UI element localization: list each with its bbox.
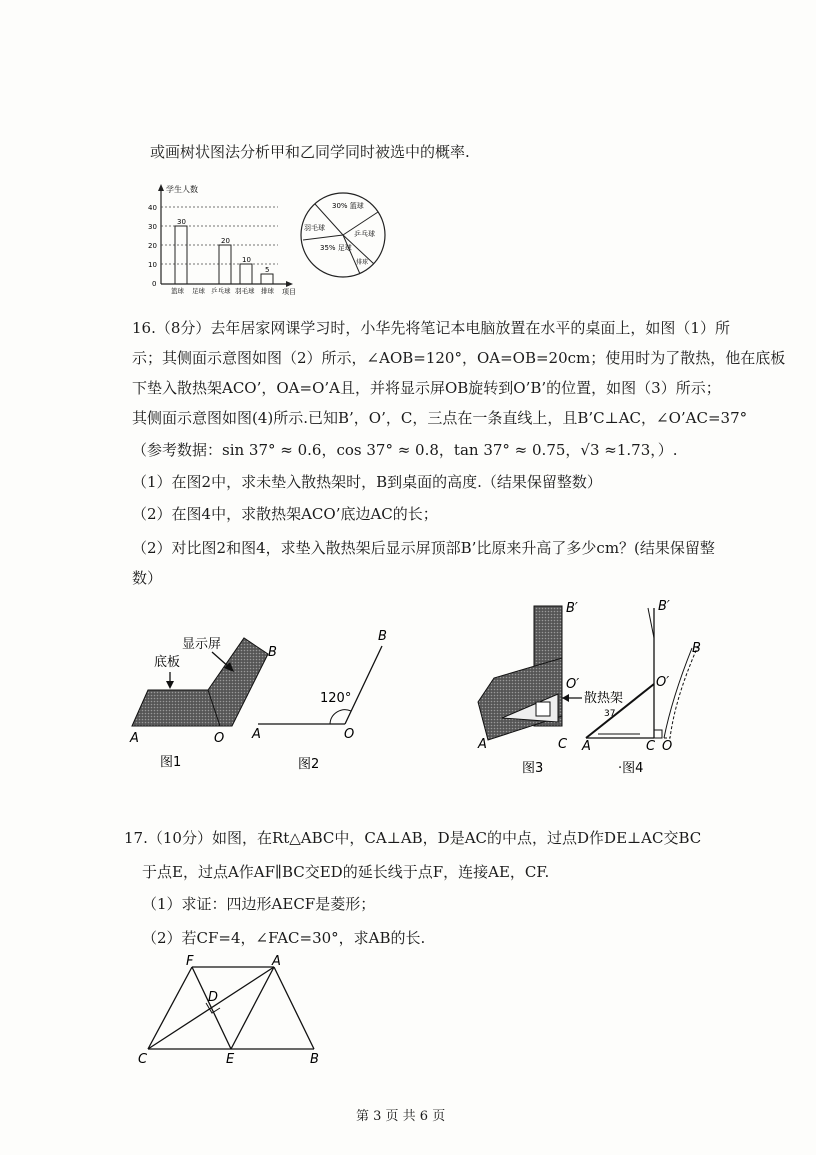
pie-chart bbox=[298, 190, 388, 280]
label-B: B bbox=[378, 629, 387, 644]
label-Bp: B′ bbox=[566, 601, 578, 616]
q17-line-1: 17.（10分）如图，在Rt△ABC中，CA⊥AB，D是AC的中点，过点D作DE⊥AC交BC bbox=[124, 829, 702, 847]
bar-value: 5 bbox=[265, 266, 270, 274]
y-tick: 30 bbox=[148, 223, 157, 231]
figure-caption: ·图4 bbox=[618, 761, 644, 776]
pie-label bbox=[320, 243, 352, 252]
figure-caption: 图2 bbox=[298, 757, 320, 772]
pie-label bbox=[332, 201, 364, 210]
q16-line-2: 示；其侧面示意图如图（2）所示，∠AOB=120°，OA=OB=20cm；使用时为了散热，他在底板 bbox=[132, 349, 786, 367]
figure-2 bbox=[250, 626, 400, 771]
q16-part-3-cont: 数） bbox=[132, 569, 163, 587]
label-Op: O′ bbox=[656, 675, 670, 690]
bar bbox=[261, 274, 273, 284]
label-A: A bbox=[478, 737, 487, 752]
pie-label-basketball: 30% 篮球 bbox=[332, 202, 364, 210]
x-tick: 足球 bbox=[192, 287, 205, 295]
label-O: O bbox=[662, 739, 673, 754]
page-footer: 第 3 页 共 6 页 bbox=[356, 1109, 446, 1124]
y-tick: 40 bbox=[148, 204, 157, 212]
label-E: E bbox=[226, 1052, 235, 1067]
figure-q17 bbox=[136, 955, 336, 1065]
q15-tail-text: 或画树状图法分析甲和乙同学同时被选中的概率. bbox=[150, 143, 470, 161]
bar bbox=[240, 264, 252, 284]
y-tick: 20 bbox=[148, 242, 157, 250]
label-B: B bbox=[692, 641, 701, 656]
angle-label: 120° bbox=[320, 691, 352, 706]
label-C: C bbox=[138, 1052, 148, 1067]
label-Bp: B′ bbox=[658, 599, 670, 614]
bar bbox=[175, 226, 187, 284]
pie-label-football: 35% 足球 bbox=[320, 244, 352, 252]
label-F: F bbox=[186, 954, 194, 969]
q17-part-1: （1）求证：四边形AECF是菱形； bbox=[142, 895, 376, 913]
label-A: A bbox=[582, 739, 591, 754]
x-tick: 乒乓球 bbox=[211, 287, 231, 295]
q17-line-2: 于点E，过点A作AF∥BC交ED的延长线于点F，连接AE，CF. bbox=[142, 863, 550, 881]
x-tick: 篮球 bbox=[171, 287, 184, 295]
y-tick: 0 bbox=[152, 280, 157, 288]
pie-label: 乒乓球 bbox=[354, 230, 375, 238]
bar-value: 20 bbox=[221, 237, 230, 245]
label-A: A bbox=[252, 727, 261, 742]
q16-line-4: 其侧面示意图如图(4)所示.已知B’，O’，C，三点在一条直线上，且B’C⊥AC，∠O’AC=37° bbox=[132, 409, 748, 427]
q16-line-3: 下垫入散热架ACO’，OA=O’A且，并将显示屏OB旋转到O’B’的位置，如图（3）所示； bbox=[132, 379, 721, 397]
y-tick: 10 bbox=[148, 261, 157, 269]
bar-value: 10 bbox=[242, 256, 251, 264]
label-C: C bbox=[558, 737, 568, 752]
label-D: D bbox=[208, 990, 219, 1005]
pie-label: 排球 bbox=[356, 259, 369, 266]
q16-part-1: （1）在图2中，求未垫入散热架时，B到桌面的高度.（结果保留整数） bbox=[132, 473, 602, 491]
label-B: B bbox=[268, 645, 277, 660]
bar-chart bbox=[148, 182, 298, 297]
pie-label: 羽毛球 bbox=[304, 224, 325, 232]
x-axis-label: 项目 bbox=[282, 288, 296, 296]
q17-part-2: （2）若CF=4，∠FAC=30°，求AB的长. bbox=[142, 929, 426, 947]
figure-caption: 图1 bbox=[160, 755, 182, 770]
screen-label: 显示屏 bbox=[182, 637, 222, 652]
label-A: A bbox=[130, 731, 139, 746]
bar-value: 30 bbox=[177, 218, 186, 226]
label-O: O bbox=[214, 731, 225, 746]
bar bbox=[219, 245, 231, 284]
label-Op: O′ bbox=[566, 677, 580, 692]
q16-part-3: （2）对比图2和图4，求垫入散热架后显示屏顶部B’比原来升高了多少cm？(结果保留整 bbox=[132, 539, 715, 557]
label-A: A bbox=[272, 954, 281, 969]
figure-caption: 图3 bbox=[522, 761, 544, 776]
x-tick: 排球 bbox=[261, 287, 274, 295]
label-C: C bbox=[646, 739, 656, 754]
q16-line-1: 16.（8分）去年居家网课学习时，小华先将笔记本电脑放置在水平的桌面上，如图（1）所 bbox=[132, 319, 730, 337]
q16-reference-data: （参考数据：sin 37° ≈ 0.6，cos 37° ≈ 0.8，tan 37° ≈ 0.75，√3 ≈1.73，）. bbox=[132, 441, 678, 459]
base-label: 底板 bbox=[154, 655, 181, 670]
q16-part-2: （2）在图4中，求散热架ACO’底边AC的长； bbox=[132, 505, 438, 523]
label-O: O bbox=[344, 727, 355, 742]
figure-4 bbox=[578, 598, 708, 778]
label-B: B bbox=[310, 1052, 319, 1067]
y-axis-label: 学生人数 bbox=[166, 185, 198, 194]
x-tick: 羽毛球 bbox=[235, 287, 255, 295]
label-37: 37 bbox=[604, 709, 616, 719]
stand-label: 散热架 bbox=[584, 691, 624, 706]
